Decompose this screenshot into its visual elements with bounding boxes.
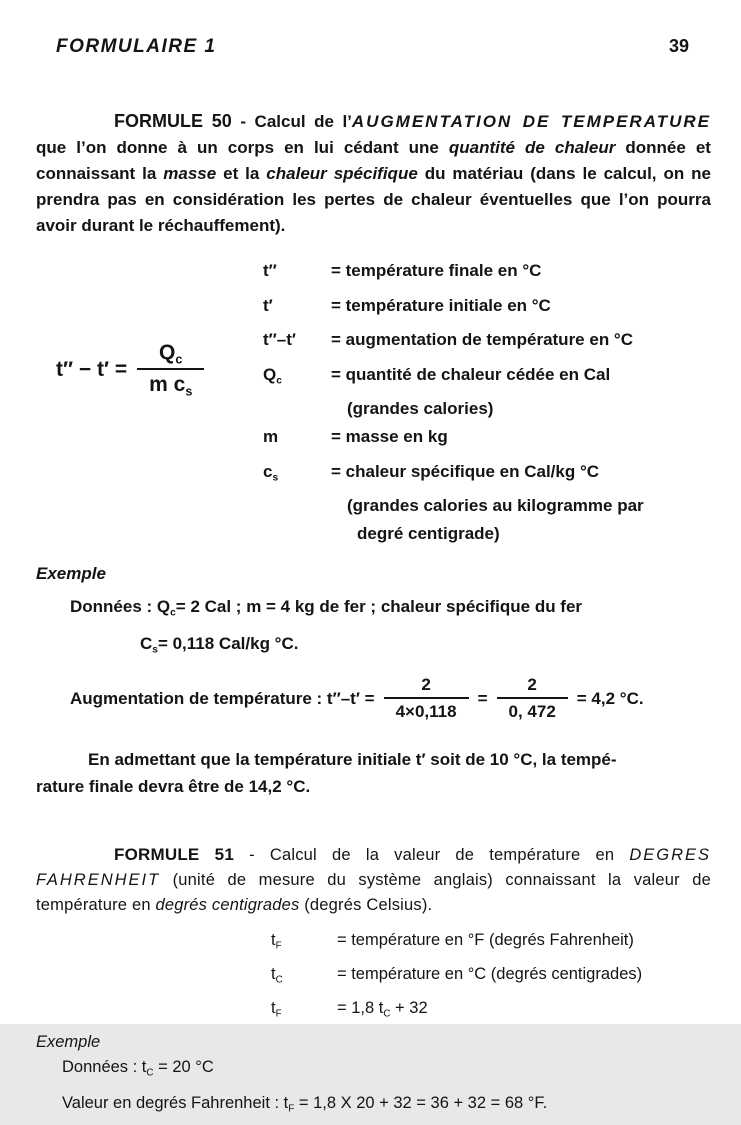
page-number: 39 — [668, 36, 689, 56]
intro-segment: du matériau (dans le calcul, on ne prendra pas en considération les pertes de chaleur éventuelles que l’on pourra avoir durant le réchauffement). — [36, 164, 711, 235]
equation-fraction — [137, 341, 204, 399]
exemple-donnees-line: Données : $t_C = 20$ °C — [62, 1057, 214, 1079]
fraction-numerator: $Q_c$ — [159, 341, 183, 367]
exemple-valeur-line: Valeur en degrés Fahrenheit : $t_F = 1,8$ X 20 + 32 = 36 + 32 = 68 °F. — [62, 1094, 548, 1115]
intro-emphasis: DEGRES FAHRENHEIT — [36, 845, 711, 889]
intro-segment: donnée et connaissant la — [36, 138, 711, 183]
symbol: t′ — [263, 295, 273, 315]
formule-50-intro-paragraph — [36, 108, 711, 239]
definition-text: = masse en kg — [331, 427, 448, 447]
definition-text: = température initiale en °C — [331, 295, 551, 315]
intro-emphasis: chaleur spécifique — [266, 164, 418, 183]
symbol-definitions-list — [263, 257, 711, 548]
definition-row — [263, 257, 711, 292]
formule-50-closing-paragraph: En admettant que la température initiale t′ soit de 10 °C, la tempé- rature finale devra être de 14,2 °C. — [36, 749, 617, 796]
exemple-donnees-line: Données : $Q_c= 2$ Cal ; m = 4 kg de fer ; chaleur spécifique du fer — [70, 597, 583, 619]
intro-segment: que l’on donne à un corps en lui cédant une — [36, 138, 449, 157]
formule-51-equation-row — [271, 994, 711, 1028]
definition-text: = température finale en °C — [331, 261, 542, 280]
definition-row — [263, 326, 711, 361]
formule-51-title: FORMULE 51 — [114, 844, 234, 864]
exemple-heading: Exemple — [36, 1032, 101, 1051]
intro-emphasis: masse — [163, 164, 217, 183]
formule-51-definitions-list — [271, 926, 711, 1029]
running-title: FORMULAIRE 1 — [56, 36, 217, 57]
definition-row-continuation — [263, 520, 711, 548]
intro-segment: et la — [216, 164, 267, 183]
intro-emphasis: degrés centigrades — [155, 895, 300, 914]
symbol: $t_F$ — [271, 930, 282, 951]
symbol: t″ — [263, 261, 277, 280]
fraction-denominator: m $c_s$ — [137, 368, 204, 398]
exemple-cs-line: $C_s= 0,118$ Cal/kg °C. — [140, 633, 299, 656]
intro-segment: - Calcul de la valeur de température en — [233, 845, 630, 864]
calc-result: = 4,2 °C. — [576, 688, 644, 708]
definition-row — [263, 361, 711, 396]
symbol: $t_C$ — [271, 964, 283, 986]
definition-text: = température en °C (degrés centigrades) — [337, 964, 643, 983]
exemple-heading: Exemple — [36, 564, 106, 584]
intro-emphasis: AUGMENTATION DE TEMPERATURE — [351, 112, 712, 131]
definition-row-continuation — [263, 492, 711, 520]
exemple-calculation-line — [70, 670, 711, 728]
definition-row-continuation — [263, 395, 711, 423]
intro-emphasis: quantité de chaleur — [448, 138, 616, 157]
formule-50-title: FORMULE 50 — [114, 111, 232, 131]
formule-50-definitions-zone — [36, 257, 711, 548]
symbol: m — [263, 427, 279, 447]
page-header — [0, 0, 741, 58]
calc-fraction-1: $\frac{2}{4\times 0,118}$ — [384, 675, 469, 722]
definition-row — [263, 458, 711, 493]
definition-text: = augmentation de température en °C — [331, 330, 633, 350]
intro-segment: (unité de mesure du système anglais) connaissant la valeur de température en — [36, 870, 711, 914]
symbol: t″–t′ — [263, 330, 296, 350]
symbol: $t_F$ — [271, 999, 282, 1020]
calc-lhs: Augmentation de température : t″–t′ = — [70, 688, 375, 708]
formule-51-intro-paragraph — [36, 842, 711, 918]
definition-text: (grandes calories au kilogramme par — [347, 496, 644, 516]
definition-row — [271, 960, 711, 994]
equals-sign: = — [477, 688, 488, 708]
symbol: $c_s$ — [263, 461, 279, 484]
calc-fraction-2: $\frac{2}{0, 472}$ — [497, 675, 568, 722]
equation-text: = 1,8 $t_C + 32$ — [337, 999, 428, 1020]
page-content — [0, 108, 741, 1125]
definition-text: degré centigrade) — [357, 524, 500, 544]
definition-text: = chaleur spécifique en Cal/kg °C — [331, 461, 600, 481]
intro-segment: - Calcul de l’ — [231, 112, 352, 131]
definition-row — [263, 423, 711, 458]
definition-row — [263, 292, 711, 327]
definition-row — [271, 926, 711, 960]
definition-text: = température en °F (degrés Fahrenheit) — [337, 930, 634, 949]
definition-text: (grandes calories) — [347, 399, 494, 419]
intro-segment: (degrés Celsius). — [299, 895, 433, 914]
definition-text: = quantité de chaleur cédée en Cal — [331, 364, 611, 384]
symbol: $Q_c$ — [263, 364, 282, 387]
formule-50-equation — [56, 341, 204, 399]
equation-lhs: t″ − t′ = — [56, 357, 128, 381]
